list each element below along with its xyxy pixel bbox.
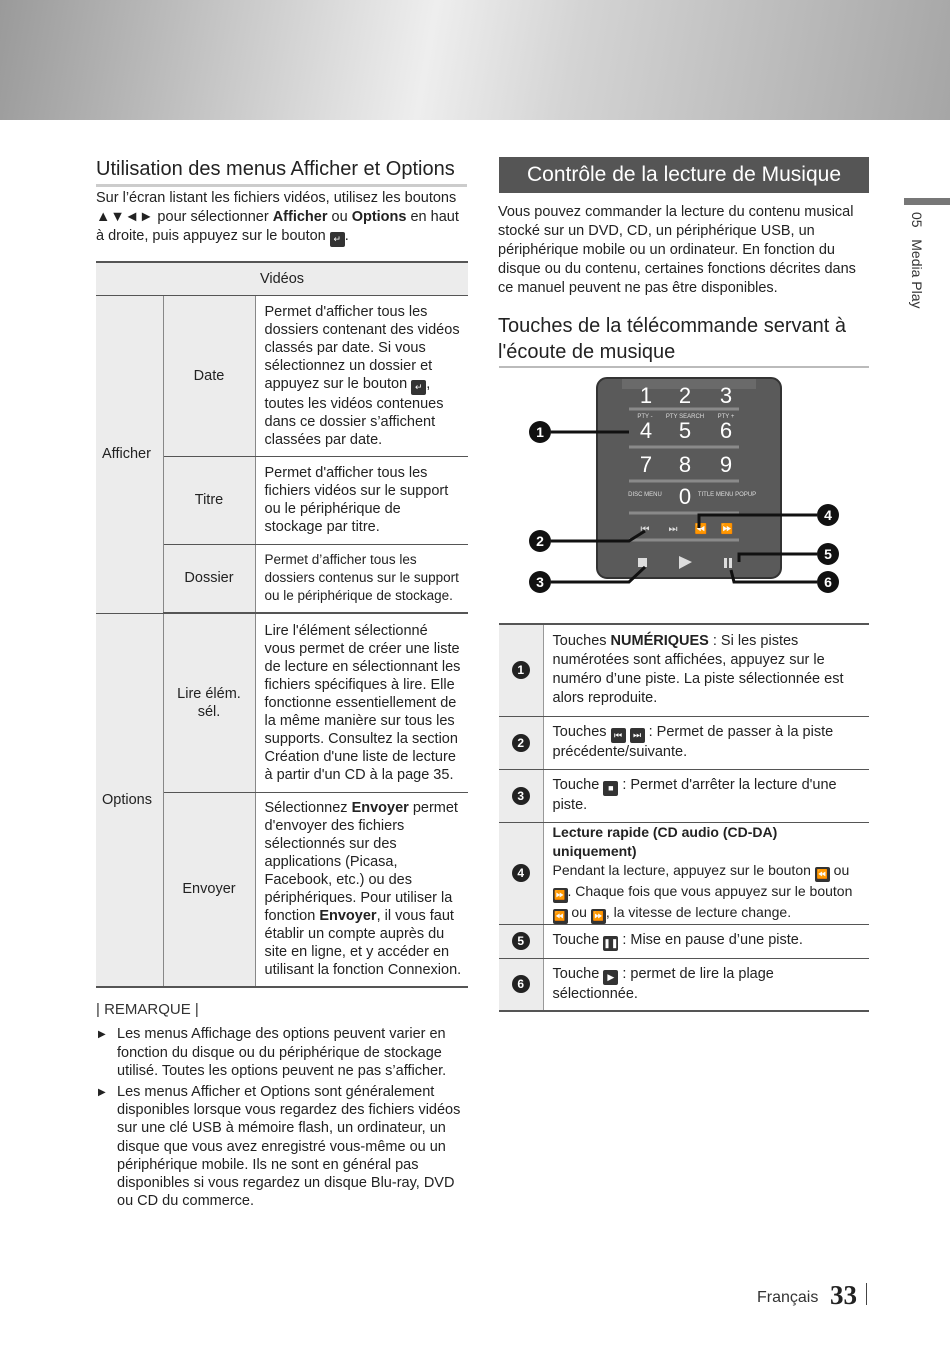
key-row-num [499, 769, 543, 822]
play-icon: ▶ [603, 970, 618, 985]
key-row-num [499, 624, 543, 716]
row-desc-text: Sélectionnez [264, 800, 352, 817]
footer-divider [866, 1283, 867, 1305]
row-text: : Mise en pause d’une piste. [618, 932, 803, 948]
row-desc-bold: Envoyer [319, 908, 377, 925]
stop-icon: ■ [603, 781, 618, 796]
bullet-arrow-icon: ▶ [98, 1087, 106, 1098]
row-name: Date [163, 295, 255, 456]
row-desc: Lire l'élément sélectionné vous permet de créer une liste de lecture en sélectionnant les fichiers spécifiques à lire. Elle fonctionne essentiellement de la même manière sur tous les supports. Consultez la section Création d'une liste de lecture à partir d'un CD à la page 35. [255, 613, 468, 792]
row-heading: Lecture rapide (CD audio (CD-DA) uniquement) [552, 823, 778, 859]
row-desc-text: , toutes les vidéos contenues dans ce dossier s’affichent classées par date. [264, 375, 444, 448]
row-bold: NUMÉRIQUES [610, 633, 709, 650]
key-7: 7 [639, 452, 653, 477]
subsection-title: Touches de la télécommande servant à l'écoute de musique [498, 315, 846, 363]
callout-2: 2 [529, 530, 551, 552]
section-title: Utilisation des menus Afficher et Options [96, 158, 455, 180]
row-text: : permet de lire la plage sélectionnée. [552, 965, 774, 1002]
row-text: ou [829, 861, 850, 878]
row-text: Touches [552, 633, 611, 650]
remote-illustration [499, 370, 869, 610]
chapter-label: Media Play [909, 239, 925, 309]
skip-forward-icon: ⏭ [630, 728, 645, 743]
pty-minus-label: PTY - [637, 414, 653, 420]
row-desc [255, 295, 468, 456]
group-options: Options [96, 613, 163, 987]
callout-badge: 3 [512, 787, 530, 805]
row-text: , la vitesse de lecture change. [605, 903, 792, 920]
intro-text: . [344, 228, 349, 244]
key-2: 2 [678, 383, 692, 408]
music-intro: Vous pouvez commander la lecture du contenu musical stocké sur un DVD, CD, un périphérique USB, un périphérique mobile ou un ordinateur. En fonction du disque ou du contenu, certaines fonctions décrites dans ce manuel peuvent ne pas être disponibles. [498, 204, 856, 296]
callout-3: 3 [529, 571, 551, 593]
callout-1: 1 [529, 421, 551, 443]
row-text: Touche [552, 965, 600, 982]
row-text: : Permet d'arrêter la lecture d'une piste. [552, 777, 837, 813]
row-desc: Permet d'afficher tous les fichiers vidéos sur le support ou le périphérique de stockage par titre. [255, 456, 468, 544]
note-text: Les menus Affichage des options peuvent varier en fonction du disque ou du périphérique de stockage utilisé. Toutes les options peuvent ne pas s’afficher. [117, 1026, 447, 1079]
fast-forward-icon: ⏩ [553, 888, 568, 903]
key-row-num [499, 716, 543, 769]
key-row-desc [543, 958, 869, 1011]
callout-5: 5 [817, 543, 839, 565]
callout-badge: 4 [512, 864, 530, 882]
key-row-num [499, 924, 543, 958]
callout-badge: 5 [512, 932, 530, 950]
options-table [96, 261, 468, 988]
key-row-desc [543, 624, 869, 716]
callout-badge: 2 [512, 734, 530, 752]
chapter-number: 05 [909, 212, 925, 228]
footer-language: Français [757, 1289, 819, 1306]
row-text: : Permet de passer à la piste précédente/suivante. [552, 724, 834, 760]
group-afficher: Afficher [96, 295, 163, 613]
row-desc-text: permet d'envoyer des fichiers sélectionnés sur des applications (Picasa, Facebook, etc.) ou des périphériques. Pour utiliser la fonction [264, 800, 458, 925]
rewind-icon: ⏪ [815, 867, 830, 882]
row-text: . Chaque fois que vous appuyez sur le bouton [567, 882, 853, 899]
note-item [96, 1025, 468, 1081]
enter-icon: ↵ [411, 380, 426, 395]
intro-bold: Options [351, 209, 407, 225]
row-name: Dossier [163, 544, 255, 613]
key-4: 4 [639, 418, 653, 443]
rewind-key: ⏪ [694, 524, 708, 535]
key-5: 5 [678, 418, 692, 443]
page-number: 33 [830, 1280, 857, 1310]
key-1: 1 [639, 383, 653, 408]
row-desc: Permet d’afficher tous les dossiers contenus sur le support ou le périphérique de stockage. [255, 544, 468, 613]
note-title: | REMARQUE | [96, 1001, 199, 1018]
intro-text: à droite, puis appuyez sur le bouton [96, 228, 326, 244]
row-text: Touche [552, 777, 600, 793]
row-name: Lire élém. sél. [163, 613, 255, 792]
row-text: Touche [552, 932, 600, 948]
row-desc-text: , il vous faut établir un compte auprès du site en ligne, et y accéder en utilisant la fonction Connexion. [264, 908, 462, 979]
callout-badge: 1 [512, 661, 530, 679]
rewind-icon: ⏪ [553, 909, 568, 924]
row-text: Touches [552, 724, 607, 740]
skip-back-icon: ⏮ [611, 728, 626, 743]
bullet-arrow-icon: ▶ [98, 1029, 106, 1040]
pty-search-label: PTY SEARCH [665, 414, 705, 420]
key-row-desc [543, 716, 869, 769]
skip-back-key: ⏮ [640, 524, 650, 535]
row-name: Titre [163, 456, 255, 544]
callout-6: 6 [817, 571, 839, 593]
disc-menu-label: DISC MENU [628, 492, 662, 498]
pause-key-left [724, 558, 727, 568]
note-item [96, 1083, 468, 1210]
intro-text: ou [327, 209, 352, 225]
callout-4: 4 [817, 504, 839, 526]
row-desc-text: Permet d'afficher tous les dossiers contenant des vidéos classés par date. Si vous sélectionnez un dossier et appuyez sur le bouton [264, 303, 460, 392]
row-text: Pendant la lecture, appuyez sur le bouton [552, 861, 811, 878]
key-9: 9 [719, 452, 733, 477]
subtitle-rule [499, 366, 869, 368]
row-text: ou [567, 903, 587, 920]
enter-icon: ↵ [330, 232, 345, 247]
intro-text: Sur l’écran listant les fichiers vidéos, utilisez les boutons [96, 190, 457, 206]
stop-key [638, 558, 647, 567]
key-row-desc [543, 769, 869, 822]
row-name: Envoyer [163, 792, 255, 987]
skip-forward-key: ⏭ [668, 524, 678, 535]
key-row-num [499, 958, 543, 1011]
arrow-keys-icon: ▲▼◄► [96, 209, 154, 225]
row-desc-bold: Envoyer [351, 800, 409, 817]
fast-forward-key: ⏩ [720, 524, 734, 535]
key-row-num [499, 822, 543, 924]
note-text: Les menus Afficher et Options sont généralement disponibles lorsque vous regardez des fichiers vidéos sur une clé USB à mémoire flash, un ordinateur, un disque que vous avez enregistré vous-même ou un périphérique mobile. Ils ne sont en général pas disponibles si vous regardez un disque Blu-ray, DVD ou CD du commerce. [117, 1084, 461, 1210]
pty-plus-label: PTY + [717, 414, 735, 420]
keys-table [499, 623, 869, 1012]
row-desc [255, 792, 468, 987]
intro-bold: Afficher [272, 209, 328, 225]
intro-text: en haut [406, 209, 459, 225]
intro-paragraph [96, 189, 468, 247]
row-text: : Si les pistes numérotées sont affichées, appuyez sur le numéro d’une piste. La piste sélectionnée est alors reproduite. [552, 633, 844, 707]
fast-forward-icon: ⏩ [591, 909, 606, 924]
callout-badge: 6 [512, 975, 530, 993]
pause-key-right [729, 558, 732, 568]
title-rule [96, 184, 467, 187]
key-6: 6 [719, 418, 733, 443]
intro-text: pour sélectionner [153, 209, 273, 225]
key-row-desc [543, 924, 869, 958]
key-3: 3 [719, 383, 733, 408]
title-menu-label: TITLE MENU POPUP [697, 492, 757, 498]
key-0: 0 [678, 484, 692, 509]
table-header: Vidéos [96, 262, 468, 295]
side-tab-bar [904, 198, 950, 205]
pause-icon: ❚❚ [603, 936, 618, 951]
section-banner: Contrôle de la lecture de Musique [499, 157, 869, 193]
key-row-desc [543, 822, 869, 924]
side-tab-label [903, 212, 927, 342]
header-banner [0, 0, 950, 120]
key-8: 8 [678, 452, 692, 477]
